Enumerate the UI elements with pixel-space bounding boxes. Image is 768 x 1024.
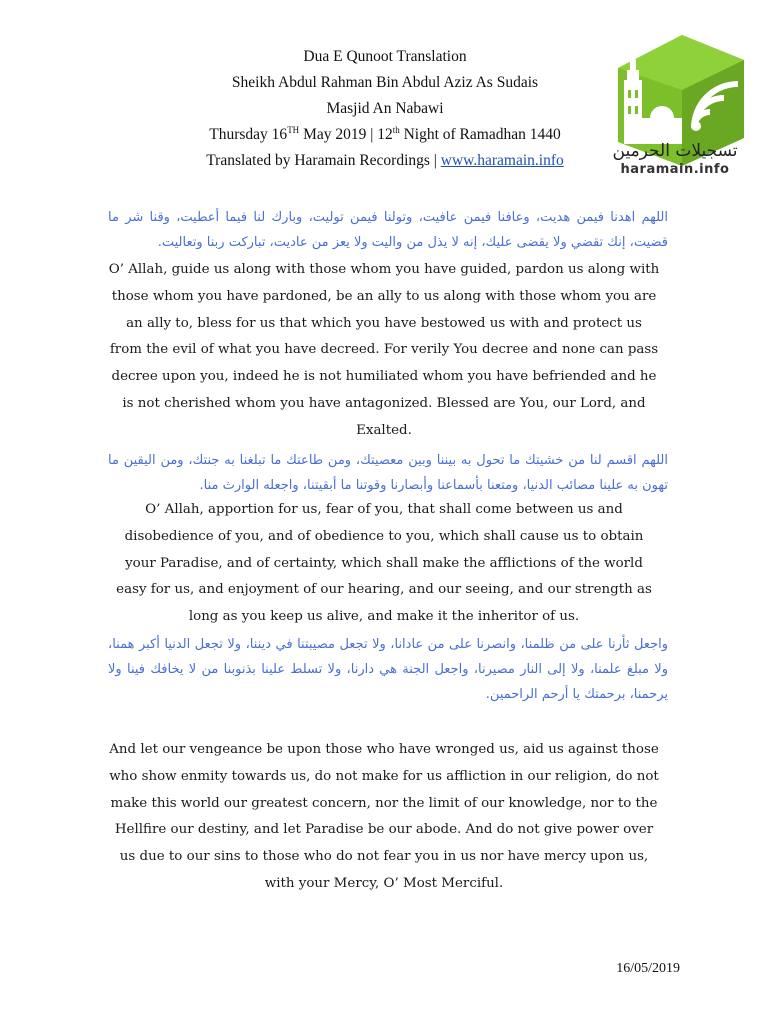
date-part-1: Thursday 16 bbox=[209, 126, 288, 143]
footer-date: 16/05/2019 bbox=[616, 961, 680, 976]
dua-arabic-1: اللهم اهدنا فيمن هديت، وعافنا فيمن عافيت، وتولنا فيمن توليت، وبارك لنا فيما أعطيت، وقنا شر ما قضيت، إنك تقضي ولا يقضى عليك، إنه لا يذل من واليت ولا يعز من عاديت، تباركت ربنا وتعاليت. bbox=[108, 210, 668, 250]
logo-arabic-text: تسجيلات الحرمين bbox=[612, 141, 738, 161]
translator-text: Translated by Haramain Recordings | bbox=[206, 152, 441, 169]
date-part-3: Night of Ramadhan 1440 bbox=[399, 126, 561, 143]
website-link[interactable]: www.haramain.info bbox=[440, 152, 564, 169]
reciter-name: Sheikh Abdul Rahman Bin Abdul Aziz As Sudais bbox=[231, 74, 539, 91]
dua-translation-3: And let our vengeance be upon those who have wronged us, aid us against those who show enmity towards us, do not make for us affliction in our religion, do not make this world our greatest concern, nor the limit of our knowledge, nor to the Hellfire our destiny, and let Paradise be our abode. And do not give power over us due to our sins to those who do not fear you in us nor have mercy upon us, with your Mercy, O’ Most Merciful. bbox=[109, 742, 659, 891]
dua-arabic-2: اللهم اقسم لنا من خشيتك ما تحول به بيننا وبين معصيتك، ومن طاعتك ما تبلغنا به جنتك، ومن اليقين ما تهون به علينا مصائب الدنيا، ومتعنا بأسماعنا وأبصارنا وقوتنا ما أبقيتنا، واجعله الوارث منا. bbox=[108, 453, 668, 493]
logo-latin-text: haramain.info bbox=[620, 162, 730, 177]
translator-line bbox=[150, 148, 620, 174]
document-title: Dua E Qunoot Translation bbox=[303, 48, 467, 65]
date-line bbox=[150, 122, 620, 148]
document-header bbox=[150, 44, 620, 174]
date-superscript-2: th bbox=[392, 124, 400, 135]
dua-translation-2: O’ Allah, apportion for us, fear of you, that shall come between us and disobedience of you, and of obedience to you, which shall cause us to obtain your Paradise, and of certainty, which shall make the afflictions of the world easy for us, and enjoyment of our hearing, and our seeing, and our strength as long as you keep us alive, and make it the inheritor of us. bbox=[116, 502, 652, 625]
dua-arabic-3: واجعل ثأرنا على من ظلمنا، وانصرنا على من عادانا، ولا تجعل مصيبتنا في ديننا، ولا تجعل الدنيا أكبر همنا، ولا مبلغ علمنا، ولا إلى النار مصيرنا، واجعل الجنة هي دارنا، ولا تسلط علينا بذنوبنا من لا يخافك فينا ولا يرحمنا، برحمتك يا أرحم الراحمين. bbox=[108, 637, 668, 702]
date-part-2: May 2019 | 12 bbox=[299, 126, 393, 143]
mosque-name: Masjid An Nabawi bbox=[326, 100, 444, 117]
date-superscript-1: TH bbox=[287, 124, 300, 135]
dua-translation-1: O’ Allah, guide us along with those whom you have guided, pardon us along with those whom you have pardoned, be an ally to us along with those whom you are an ally to, bless for us that which you have bestowed us with and protect us from the evil of what you have decreed. For verily You decree and none can pass decree upon you, indeed he is not humiliated whom you have befriended and he is not cherished whom you have antagonized. Blessed are You, our Lord, and Exalted. bbox=[108, 262, 660, 438]
